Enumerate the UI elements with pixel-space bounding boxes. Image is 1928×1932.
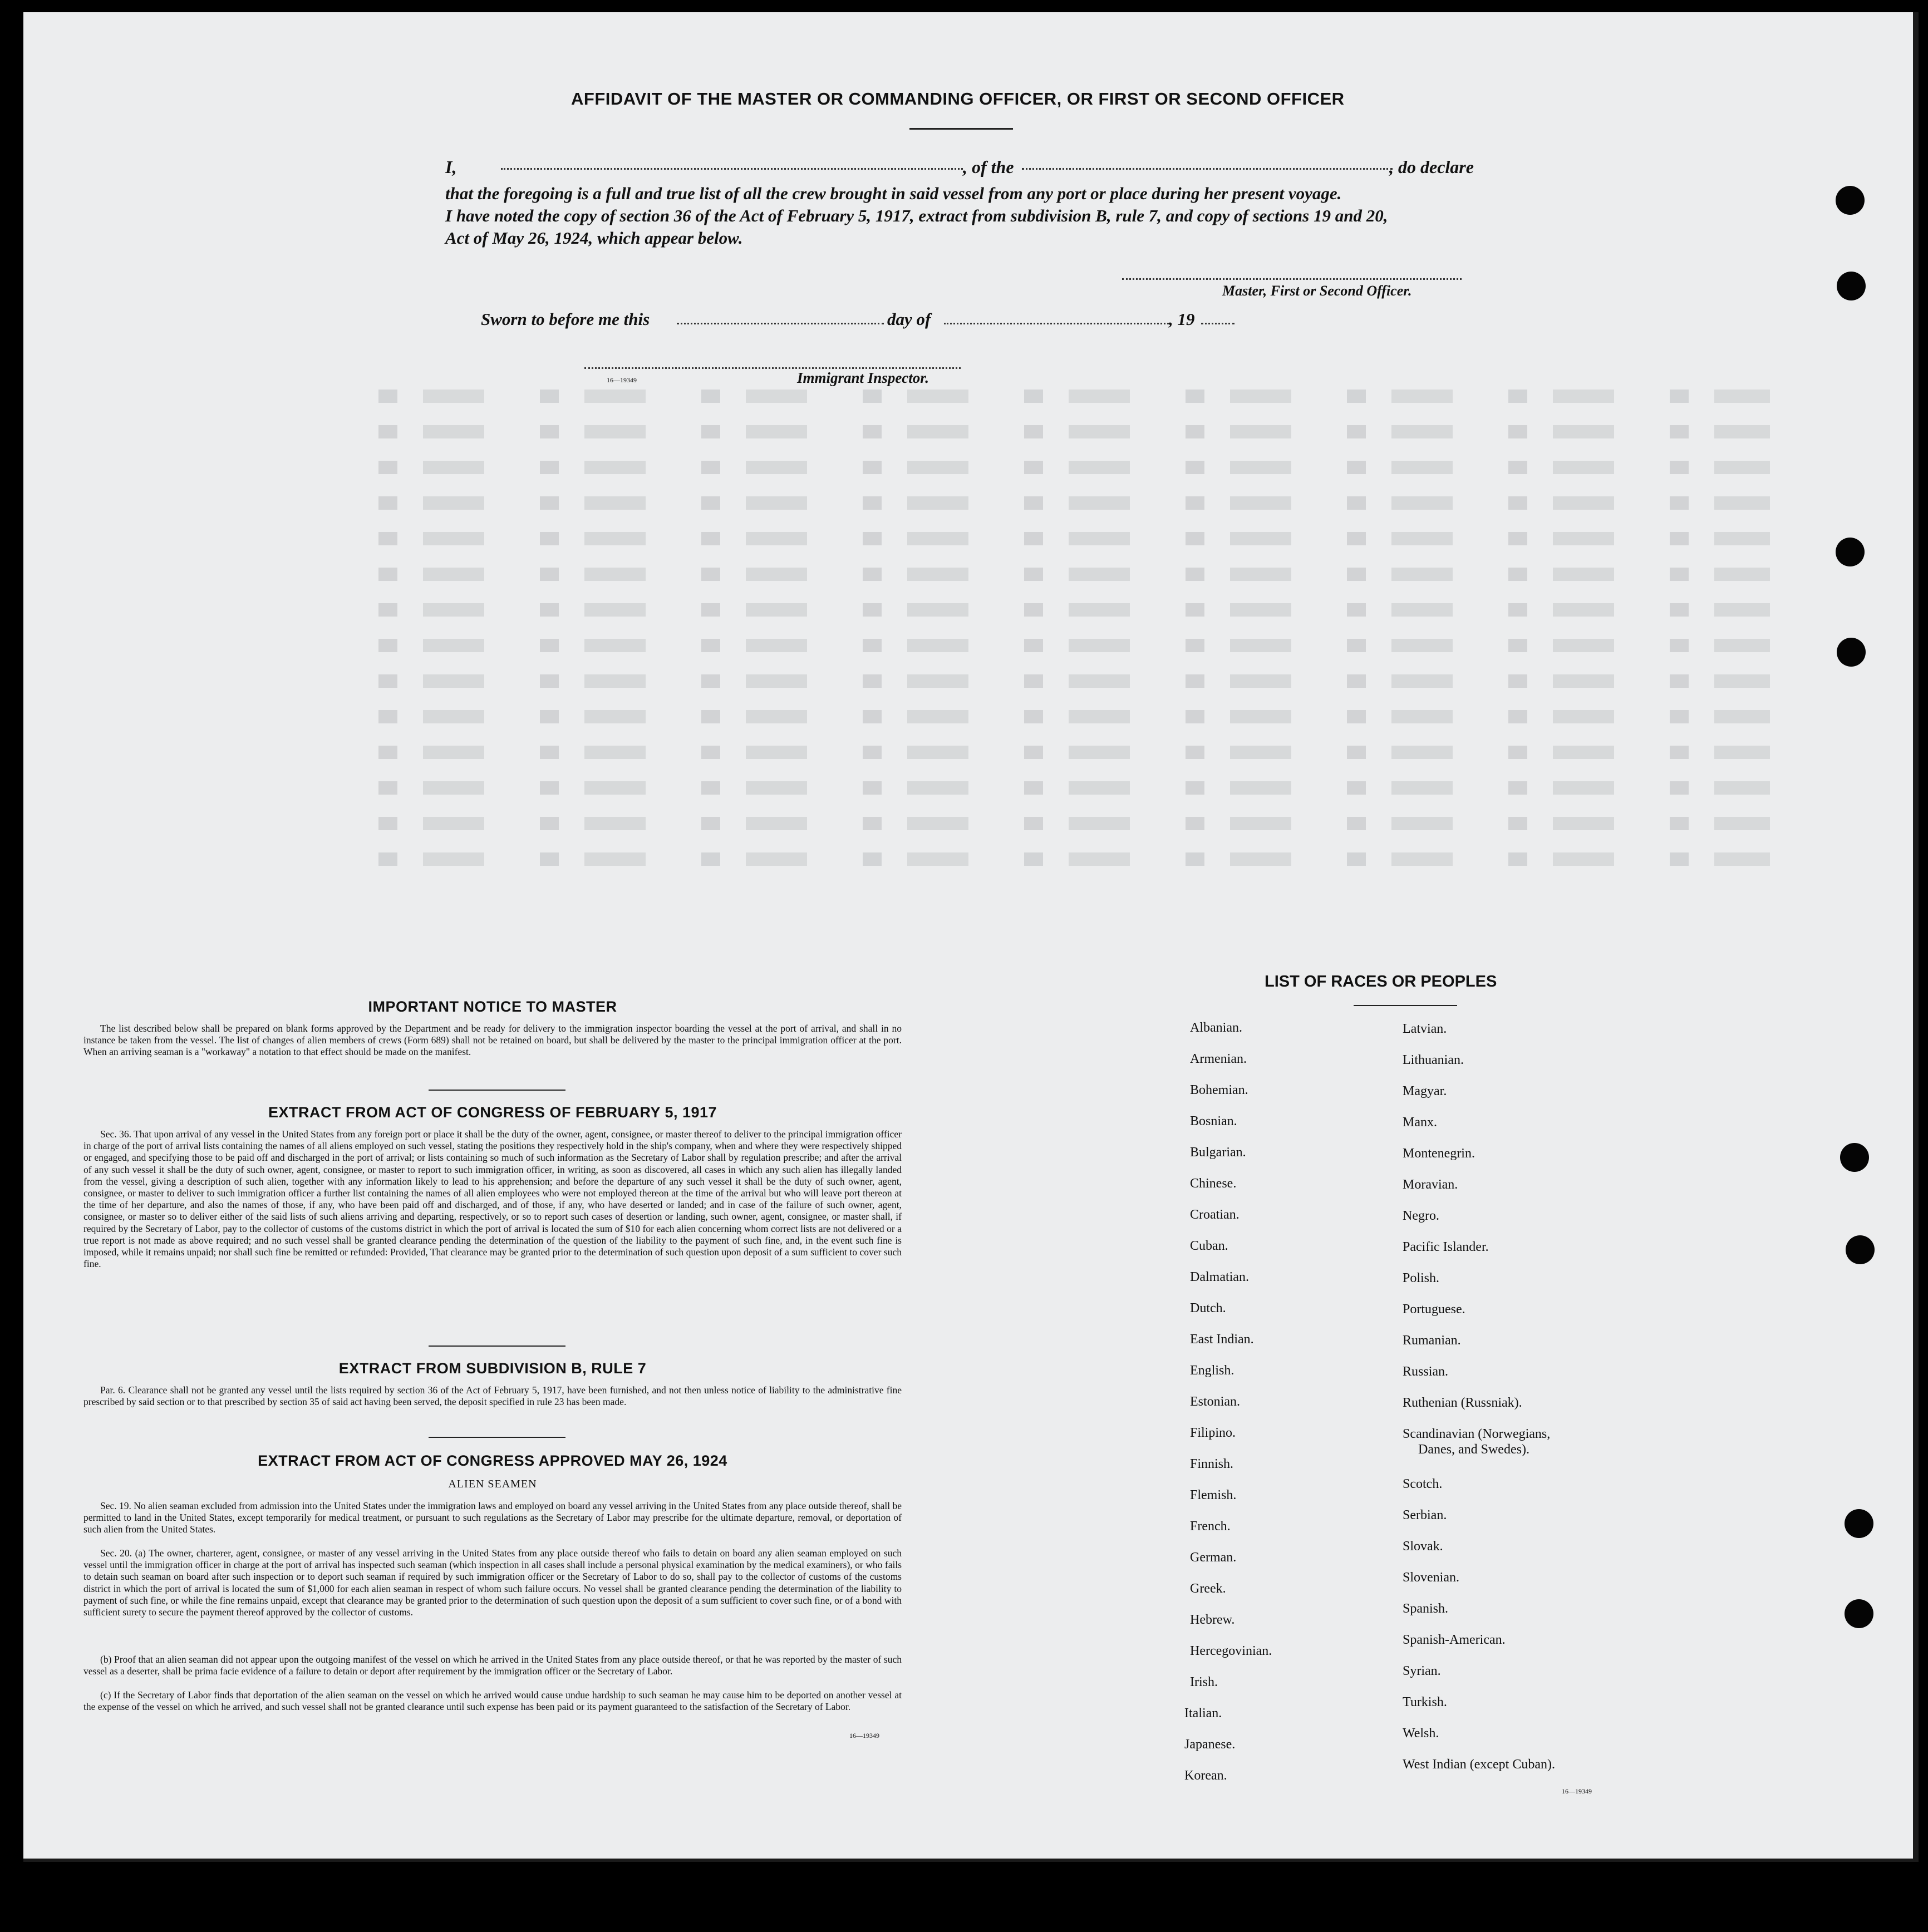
declare-label: , do declare <box>1389 157 1474 177</box>
race-item: Welsh. <box>1403 1726 1439 1741</box>
affidavit-title: AFFIDAVIT OF THE MASTER OR COMMANDING OFFICER, OR FIRST OR SECOND OFFICER <box>571 89 1345 109</box>
races-title: LIST OF RACES OR PEOPLES <box>1265 973 1497 990</box>
sec19-text: Sec. 19. No alien seaman excluded from admission into the United States under the immigration laws and employed on board any vessel arriving in the United States from any place outside thereof, shall be permitted to land in the United States, except temporarily for medical treatment, or pursuant to such regulations as the Secretary of Labor may prescribe for the ultimate departure, removal, or deportation of such alien from the United States. <box>83 1500 902 1535</box>
binder-hole <box>1836 186 1865 215</box>
race-item: Spanish. <box>1403 1601 1449 1616</box>
sworn-year-field[interactable] <box>1201 323 1234 324</box>
race-item: Armenian. <box>1190 1052 1247 1066</box>
race-item: Slovak. <box>1403 1539 1443 1554</box>
race-item: Korean. <box>1184 1768 1227 1783</box>
section-divider <box>429 1345 565 1347</box>
declarant-name-field[interactable] <box>501 168 963 170</box>
affidavit-form-number: 16—19349 <box>607 376 637 384</box>
race-item: Bohemian. <box>1190 1083 1248 1097</box>
notice-title: IMPORTANT NOTICE TO MASTER <box>368 998 617 1015</box>
race-item: East Indian. <box>1190 1332 1254 1347</box>
race-item: Hercegovinian. <box>1190 1644 1272 1658</box>
race-item: Spanish-American. <box>1403 1633 1506 1647</box>
binder-hole <box>1845 1509 1873 1538</box>
inspector-label: Immigrant Inspector. <box>797 369 929 386</box>
sworn-year-label: , 19 <box>1169 309 1195 329</box>
race-item: Danes, and Swedes). <box>1418 1442 1529 1457</box>
race-item: Flemish. <box>1190 1488 1237 1502</box>
affidavit-line-4: Act of May 26, 1924, which appear below. <box>445 228 743 248</box>
binder-hole <box>1845 1599 1873 1628</box>
race-item: Latvian. <box>1403 1022 1447 1036</box>
race-item: Portuguese. <box>1403 1302 1465 1317</box>
race-item: Lithuanian. <box>1403 1053 1464 1067</box>
sec20c-text: (c) If the Secretary of Labor finds that deportation of the alien seaman on the vessel on which he arrived would cause undue hardship to such seaman he may cause him to be deported on another vessel at the expense of the vessel on which he arrived, and such vessel shall not be granted clearance until such expense has been paid or its payment guaranteed to the satisfaction of the Secretary of Labor. <box>83 1689 902 1713</box>
race-item: Chinese. <box>1190 1176 1237 1191</box>
sworn-day-field[interactable] <box>677 323 884 324</box>
extract-rule7-text: Par. 6. Clearance shall not be granted any vessel until the lists required by section 36 of the Act of February 5, 1917, have been furnished, and not then unless notice of liability to the administrative fine prescribed by said section or to that prescribed by section 35 of said act having been served, the deposit specified in rule 23 has been made. <box>83 1384 902 1408</box>
race-item: Manx. <box>1403 1115 1437 1130</box>
extract-form-number: 16—19349 <box>849 1732 879 1739</box>
master-signature-label: Master, First or Second Officer. <box>1222 283 1412 299</box>
races-form-number: 16—19349 <box>1562 1787 1592 1795</box>
section-divider <box>429 1090 565 1091</box>
sworn-prefix: Sworn to before me this <box>481 309 650 329</box>
race-item: French. <box>1190 1519 1231 1534</box>
race-item: Bulgarian. <box>1190 1145 1246 1160</box>
race-item: Hebrew. <box>1190 1613 1235 1627</box>
master-signature-field[interactable] <box>1122 278 1462 280</box>
affidavit-line-2: that the foregoing is a full and true list of all the crew brought in said vessel from any port or place during her present voyage. <box>445 184 1342 203</box>
race-item: Estonian. <box>1190 1394 1240 1409</box>
races-divider <box>1354 1005 1457 1006</box>
race-item: Cuban. <box>1190 1239 1228 1253</box>
sec20b-text: (b) Proof that an alien seaman did not appear upon the outgoing manifest of the vessel on which he arrived in the United States from any place outside thereof, or that he was reported by the master of such vessel as a deserter, shall be prima facie evidence of a failure to detain or deport after requirement by the immigration officer or the Secretary of Labor. <box>83 1654 902 1677</box>
binder-hole <box>1837 272 1866 300</box>
section-divider <box>429 1437 565 1438</box>
race-item: German. <box>1190 1550 1237 1565</box>
inspector-signature-field[interactable] <box>584 367 961 369</box>
race-item: Irish. <box>1190 1675 1218 1689</box>
race-item: Montenegrin. <box>1403 1146 1475 1161</box>
extract-rule7-title: EXTRACT FROM SUBDIVISION B, RULE 7 <box>338 1360 647 1377</box>
race-item: Italian. <box>1184 1706 1222 1721</box>
race-item: Serbian. <box>1403 1508 1447 1522</box>
race-item: Rumanian. <box>1403 1333 1461 1348</box>
race-item: Moravian. <box>1403 1177 1458 1192</box>
notice-text: The list described below shall be prepared on blank forms approved by the Department and be ready for delivery to the immigration inspector boarding the vessel at the port of arrival, and shall in no instance be taken from the vessel. The list of changes of alien members of crews (Form 689) shall not be retained on board, but shall be delivered by the master to the principal immigration officer at the port. When an arriving seaman is a "workaway" a notation to that effect should be made on the manifest. <box>83 1023 902 1058</box>
race-item: Turkish. <box>1403 1695 1447 1709</box>
vessel-name-field[interactable] <box>1022 168 1393 170</box>
race-item: Polish. <box>1403 1271 1440 1285</box>
race-item: Syrian. <box>1403 1664 1441 1678</box>
race-item: Magyar. <box>1403 1084 1447 1098</box>
race-item: English. <box>1190 1363 1234 1378</box>
binder-hole <box>1836 538 1865 566</box>
affidavit-line-3: I have noted the copy of section 36 of the Act of February 5, 1917, extract from subdivision B, rule 7, and copy of sections 19 and 20, <box>445 206 1388 225</box>
race-item: Albanian. <box>1190 1021 1242 1035</box>
race-item: Pacific Islander. <box>1403 1240 1489 1254</box>
race-item: Finnish. <box>1190 1457 1234 1471</box>
sworn-month-field[interactable] <box>944 323 1169 324</box>
bleed-through-manifest <box>378 390 1770 901</box>
of-the-label: , of the <box>963 157 1014 177</box>
race-item: Japanese. <box>1184 1737 1236 1752</box>
race-item: Scotch. <box>1403 1477 1443 1491</box>
race-item: Ruthenian (Russniak). <box>1403 1396 1522 1410</box>
sec20a-text: Sec. 20. (a) The owner, charterer, agent, consignee, or master of any vessel arriving in the United States from any place outside thereof who fails to detain on board any alien seaman employed on such vessel until the immigration officer in charge at the port of arrival has inspected such seaman (which inspection in all cases shall include a personal physical examination by the medical examiners), or who fails to detain such seaman on board after such inspection or to deport such seaman if required by such immigration officer or the Secretary of Labor to do so, shall pay to the collector of customs of the customs district in which the port of arrival is located the sum of $1,000 for each alien seaman in respect of whom such failure occurs. No vessel shall be granted clearance pending the determination of the liability to payment of such fine, or while the fine remains unpaid, except that clearance may be granted prior to the determination of such question upon the deposit of a sum sufficient to cover such fine, or of a bond with sufficient surety to secure the payment thereof approved by the collector of customs. <box>83 1547 902 1618</box>
race-item: Greek. <box>1190 1581 1226 1596</box>
race-item: Croatian. <box>1190 1208 1240 1222</box>
alien-seamen-subtitle: ALIEN SEAMEN <box>448 1478 537 1490</box>
extract-1917-title: EXTRACT FROM ACT OF CONGRESS OF FEBRUARY 5, 1917 <box>268 1104 717 1121</box>
title-divider <box>909 128 1013 130</box>
race-item: Dalmatian. <box>1190 1270 1249 1284</box>
extract-1924-title: EXTRACT FROM ACT OF CONGRESS APPROVED MAY 26, 1924 <box>258 1452 727 1469</box>
race-item: Filipino. <box>1190 1426 1236 1440</box>
race-item: Dutch. <box>1190 1301 1226 1315</box>
binder-hole <box>1837 638 1866 667</box>
binder-hole <box>1846 1235 1875 1264</box>
declarant-label: I, <box>445 157 457 177</box>
race-item: Slovenian. <box>1403 1570 1459 1585</box>
race-item: West Indian (except Cuban). <box>1403 1757 1555 1772</box>
race-item: Russian. <box>1403 1364 1449 1379</box>
sworn-day-of: day of <box>887 309 931 329</box>
affidavit-line-1 <box>445 157 456 178</box>
binder-hole <box>1840 1143 1869 1172</box>
race-item: Negro. <box>1403 1209 1439 1223</box>
race-item: Scandinavian (Norwegians, <box>1403 1427 1551 1441</box>
race-item: Bosnian. <box>1190 1114 1237 1128</box>
extract-1917-text: Sec. 36. That upon arrival of any vessel in the United States from any foreign port or place it shall be the duty of the owner, agent, consignee, or master thereof to deliver to the principal immigration officer in charge of the port of arrival lists containing the names of all aliens employed on such vessel, stating the positions they respectively hold in the ship's company, when and where they were respectively shipped or engaged, and specifying those to be paid off and discharged in the port of arrival; or lists containing so much of such information as the Secretary of Labor shall by regulation prescribe; and after the arrival of any such vessel it shall be the duty of such owner, agent, consignee, or master to report to such immigration officer, in writing, as soon as discovered, all cases in which any such alien has illegally landed from the vessel, giving a description of such alien, together with any information likely to lead to his apprehension; and before the departure of any such vessel it shall be the duty of such owner, agent, consignee, or master to deliver to such immigration officer a further list containing the names of all alien employees who were not employed thereon at the time of the arrival but who will leave port thereon at the time of her departure, and also the names of those, if any, who have been paid off and discharged, and of those, if any, who have deserted or landed; and in case of the failure of such owner, agent, consignee, or master so to deliver either of the said lists of such aliens arriving and departing, respectively, or so to report such cases of desertion or landing, such owner, agent, consignee, or master shall, if required by the Secretary of Labor, pay to the collector of customs of the customs district in which the port of arrival is located the sum of $10 for each alien concerning whom correct lists are not delivered or a true report is not made as above required; and no such vessel shall be granted clearance pending the determination of the question of the liability to the payment of such fine, and, in the event such fine is imposed, while it remains unpaid; nor shall such fine be remitted or refunded: Provided, That clearance may be granted prior to the determination of such question upon deposit of a sum sufficient to cover such fine. <box>83 1128 902 1270</box>
